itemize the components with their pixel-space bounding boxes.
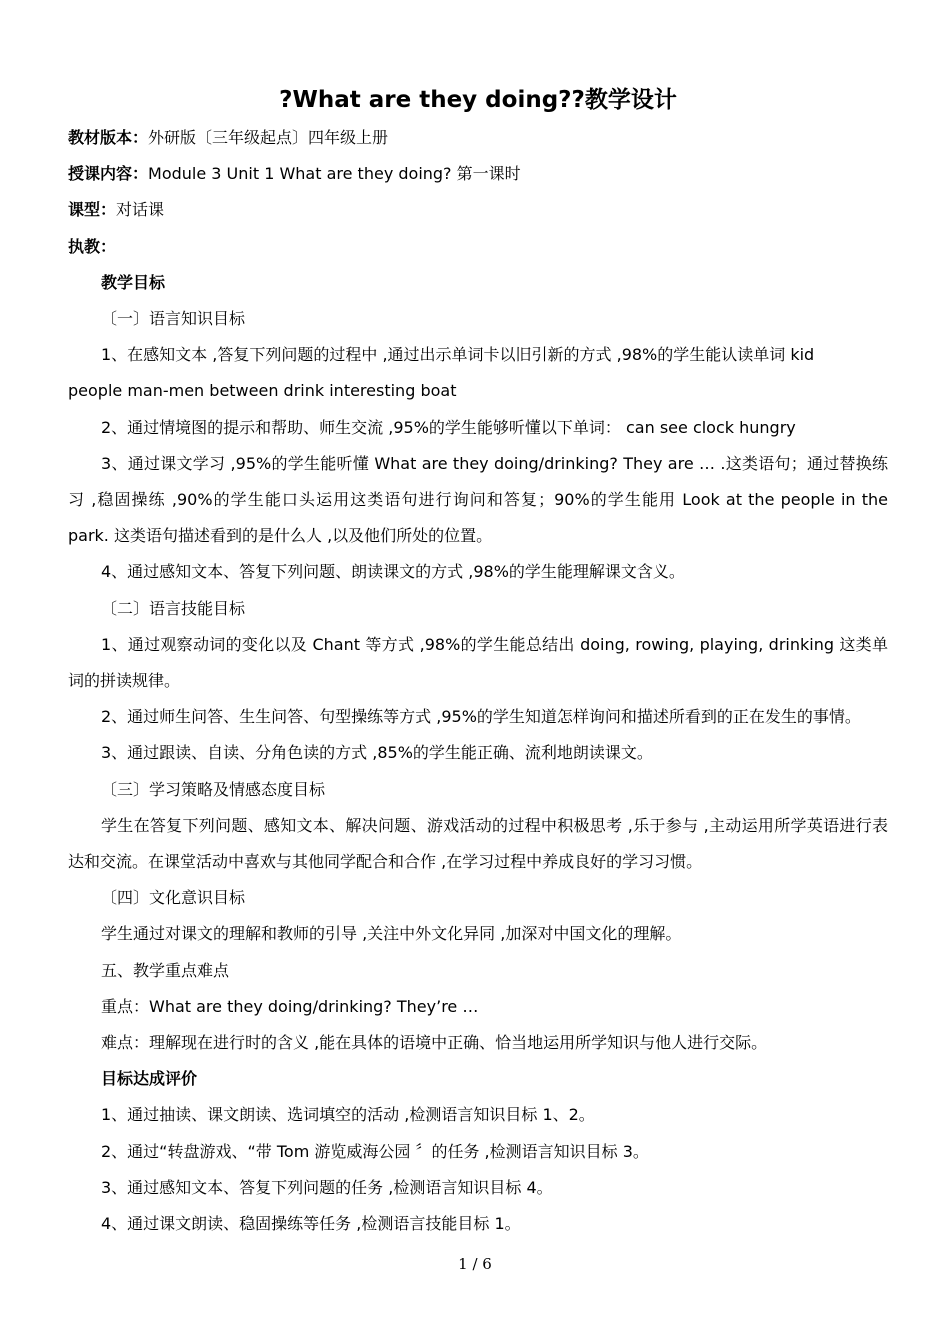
evaluation-item: 1、通过抽读、课文朗读、选词填空的活动 ,检测语言知识目标 1、2。 <box>101 1105 595 1125</box>
paragraph: 3、通过课文学习 ,95%的学生能听懂 What are they doing/drinking? They are … .这类语句；通过替换练习 ,稳固操练 ,90%的学生能口头运用这类语句进行询问和答复；90%的学生能用 Look at the people in the park. 这类语句描述看到的是什么人 ,以及他们所处的位置。 <box>68 453 888 546</box>
meta-teacher <box>68 229 888 265</box>
evaluation-item: 2、通过“转盘游戏、“带 Tom 游览威海公园 〞的任务 ,检测语言知识目标 3。 <box>101 1141 649 1161</box>
goals-heading: 教学目标 <box>101 272 166 292</box>
key-point: 重点：What are they doing/drinking? They’re … <box>101 996 479 1016</box>
difficulty: 难点：理解现在进行时的含义 ,能在具体的语境中正确、恰当地运用所学知识与他人进行交际。 <box>101 1033 768 1053</box>
meta-label: 执教： <box>68 236 117 256</box>
evaluation-heading: 目标达成评价 <box>101 1069 198 1089</box>
evaluation-item: 4、通过课文朗读、稳固操练等任务 ,检测语言技能目标 1。 <box>101 1214 521 1234</box>
meta-textbook <box>68 120 888 156</box>
meta-label: 课型： <box>68 200 117 220</box>
paragraph: 学生在答复下列问题、感知文本、解决问题、游戏活动的过程中积极思考 ,乐于参与 ,主动运用所学英语进行表达和交流。在课堂活动中喜欢与其他同学配合和合作 ,在学习过程中养成良好的学习习惯。 <box>68 815 888 872</box>
section-heading-key-points: 五、教学重点难点 <box>101 960 230 980</box>
section-heading-strategy: 〔三〕学习策略及情感态度目标 <box>101 779 326 799</box>
paragraph: 学生通过对课文的理解和教师的引导 ,关注中外文化异同 ,加深对中国文化的理解。 <box>101 924 682 944</box>
page-number: 1 / 6 <box>458 1255 492 1273</box>
section-heading-culture: 〔四〕文化意识目标 <box>101 888 246 908</box>
document-page <box>68 82 888 1242</box>
paragraph: 2、通过师生问答、生生问答、句型操练等方式 ,95%的学生知道怎样询问和描述所看到的正在发生的事情。 <box>101 707 861 727</box>
document-title: ?What are they doing??教学设计 <box>279 87 677 113</box>
paragraph: 2、通过情境图的提示和帮助、师生交流 ,95%的学生能够听懂以下单词： can see clock hungry <box>101 417 796 437</box>
section-heading-knowledge: 〔一〕语言知识目标 <box>101 309 246 329</box>
meta-content <box>68 156 888 192</box>
meta-label: 教材版本： <box>68 128 149 147</box>
paragraph: 4、通过感知文本、答复下列问题、朗读课文的方式 ,98%的学生能理解课文含义。 <box>101 562 685 582</box>
paragraph: 1、通过观察动词的变化以及 Chant 等方式 ,98%的学生能总结出 doing, rowing, playing, drinking 这类单词的拼读规律。 <box>68 634 888 691</box>
paragraph: 1、在感知文本 ,答复下列问题的过程中 ,通过出示单词卡以旧引新的方式 ,98%的学生能认读单词 kid <box>101 345 815 365</box>
paragraph-continuation: people man-men between drink interesting boat <box>68 381 457 401</box>
meta-value: Module 3 Unit 1 What are they doing? 第一课时 <box>148 164 521 184</box>
meta-value: 对话课 <box>116 200 165 220</box>
evaluation-item: 3、通过感知文本、答复下列问题的任务 ,检测语言知识目标 4。 <box>101 1177 553 1197</box>
meta-value: 外研版〔三年级起点〕四年级上册 <box>148 128 389 147</box>
meta-lesson-type <box>68 192 888 228</box>
meta-label: 授课内容： <box>68 164 149 184</box>
paragraph: 3、通过跟读、自读、分角色读的方式 ,85%的学生能正确、流利地朗读课文。 <box>101 743 653 763</box>
section-heading-skills: 〔二〕语言技能目标 <box>101 598 246 618</box>
